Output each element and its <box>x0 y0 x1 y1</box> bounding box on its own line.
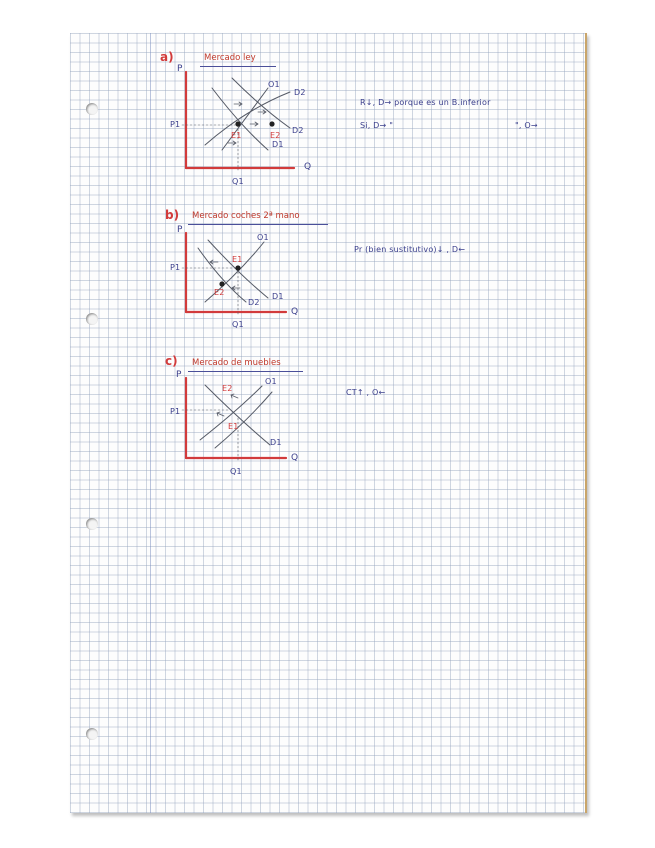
section-c-title: Mercado de muebles <box>192 358 281 368</box>
graph-c-e2-label: E2 <box>222 384 233 393</box>
graph-a-q-label: Q <box>304 162 312 172</box>
graph-c-e1-label: E1 <box>228 422 239 431</box>
graph-a-p1-label: P1 <box>170 120 181 129</box>
graph-c-demand-d1 <box>205 385 270 445</box>
graph-a-d2-top-label: D2 <box>294 88 306 97</box>
graph-a-e1-label: E1 <box>231 131 242 140</box>
graph-b-d1-label: D1 <box>272 292 284 301</box>
graph-a-e2-point <box>269 121 274 126</box>
graph-b-e1-point <box>235 265 240 270</box>
graph-a-d2-label: D2 <box>292 126 304 135</box>
graph-a-q1-label: Q1 <box>232 177 244 186</box>
graph-b <box>182 233 286 314</box>
graph-a-e1-point <box>235 121 240 126</box>
section-a-title: Mercado ley <box>204 53 256 63</box>
graph-b-q-label: Q <box>291 307 299 317</box>
graph-b-o1-label: O1 <box>257 233 269 242</box>
graph-c <box>182 378 286 460</box>
graph-a-o1-label: O1 <box>268 80 280 89</box>
section-c-letter: c) <box>165 354 178 368</box>
graph-b-q1-label: Q1 <box>232 320 244 329</box>
graph-b-shift-arrow <box>232 286 240 290</box>
section-a-note-3: ", O→ <box>515 121 538 130</box>
graph-b-shift-arrow <box>210 260 218 264</box>
graph-a-e2-label: E2 <box>270 131 281 140</box>
graph-c-o1-label: O1 <box>265 377 277 386</box>
graph-c-p1-label: P1 <box>170 407 181 416</box>
graph-a-supply-o1 <box>222 88 268 150</box>
section-a-letter: a) <box>160 50 174 64</box>
graph-b-p-label: P <box>177 225 183 235</box>
graph-b-e2-point <box>219 281 224 286</box>
section-c-note-1: CT↑ , O← <box>346 388 386 397</box>
section-b-title: Mercado coches 2ª mano <box>192 211 300 221</box>
graph-c-d1-label: D1 <box>270 438 282 447</box>
graph-b-p1-label: P1 <box>170 263 181 272</box>
graph-b-e1-label: E1 <box>232 255 243 264</box>
graph-a-demand-d1 <box>212 88 268 150</box>
graph-a-p-label: P <box>177 64 183 74</box>
section-a-note-1: R↓, D→ porque es un B.inferior <box>360 98 491 107</box>
graph-a-shift-arrow <box>258 110 266 114</box>
graph-b-d2-label: D2 <box>248 298 260 307</box>
section-b-letter: b) <box>165 208 180 222</box>
graph-a-shift-arrow <box>228 141 236 145</box>
graph-c-shift-arrow <box>217 412 224 416</box>
graph-a-d1-label: D1 <box>272 140 284 149</box>
graph-b-e2-label: E2 <box>214 288 225 297</box>
section-b-note-1: Pr (bien sustitutivo)↓ , D← <box>354 245 466 254</box>
graph-c-shift-arrow <box>231 394 238 398</box>
graph-c-q-label: Q <box>291 453 299 463</box>
section-a-note-2: Si, D→ " <box>360 121 394 130</box>
graph-a-shift-arrow <box>234 102 242 106</box>
graph-a-shift-arrow <box>250 122 258 126</box>
graph-c-p-label: P <box>176 370 182 380</box>
graph-c-q1-label: Q1 <box>230 467 242 476</box>
